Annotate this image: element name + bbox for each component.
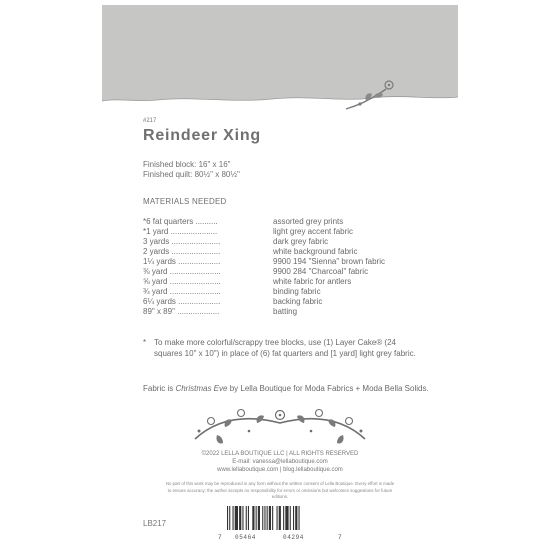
floral-sprig-icon bbox=[342, 75, 402, 115]
pattern-number: #217 bbox=[143, 118, 157, 124]
grey-header-banner bbox=[102, 5, 458, 111]
fabric-credit-prefix: Fabric is bbox=[143, 384, 176, 393]
barcode-bar bbox=[264, 506, 265, 530]
barcode-bar bbox=[227, 506, 228, 530]
material-description: dark grey fabric bbox=[273, 237, 329, 246]
barcode-digits-left: 05464 bbox=[235, 534, 257, 541]
barcode-digit-lead: 7 bbox=[218, 534, 223, 541]
barcode-bar bbox=[233, 506, 234, 530]
material-quantity: 89" x 89" ................... bbox=[143, 307, 220, 316]
barcode-bar bbox=[295, 506, 297, 530]
finished-block-size: Finished block: 16" x 16" bbox=[143, 160, 231, 169]
pattern-title: Reindeer Xing bbox=[143, 127, 261, 144]
material-description: backing fabric bbox=[273, 297, 323, 306]
material-quantity: 2 yards ...................... bbox=[143, 247, 221, 256]
material-quantity: *6 fat quarters .......... bbox=[143, 217, 218, 226]
legal-disclaimer bbox=[102, 481, 458, 501]
pattern-back-cover bbox=[102, 5, 458, 555]
material-description: batting bbox=[273, 307, 298, 316]
material-description: 9900 284 "Charcoal" fabric bbox=[273, 267, 369, 276]
barcode-bar bbox=[269, 506, 271, 530]
material-description: 9900 194 "Sienna" brown fabric bbox=[273, 257, 385, 266]
material-quantity: 6¼ yards ................... bbox=[143, 297, 221, 306]
barcode-bar bbox=[239, 506, 241, 530]
barcode-bar bbox=[256, 506, 257, 530]
barcode-bar bbox=[246, 506, 247, 530]
material-description: binding fabric bbox=[273, 287, 321, 296]
material-description: white background fabric bbox=[273, 247, 358, 256]
barcode-bar bbox=[235, 506, 238, 530]
material-description: white fabric for antlers bbox=[273, 277, 352, 286]
barcode-bar bbox=[290, 506, 291, 530]
website-links: www.lellaboutique.com | blog.lellaboutique.com bbox=[217, 467, 343, 473]
barcode-bar bbox=[267, 506, 268, 530]
barcode-bar bbox=[272, 506, 273, 530]
contact-email: E-mail: vanessa@lellaboutique.com bbox=[232, 459, 328, 465]
material-description: assorted grey prints bbox=[273, 217, 344, 226]
material-quantity: 1¼ yards ................... bbox=[143, 257, 221, 266]
material-description: light grey accent fabric bbox=[273, 227, 354, 236]
copyright-line: ©2022 LELLA BOUTIQUE LLC | ALL RIGHTS RESERVED bbox=[201, 451, 359, 457]
barcode-digit-trail: 7 bbox=[338, 534, 343, 541]
barcode-bar bbox=[262, 506, 263, 530]
material-quantity: ⅝ yard ....................... bbox=[143, 277, 221, 286]
barcode-bar bbox=[252, 506, 254, 530]
barcode-digits-right: 04294 bbox=[283, 534, 305, 541]
finished-quilt-size: Finished quilt: 80½" x 80½" bbox=[143, 170, 240, 179]
material-quantity: ¾ yard ....................... bbox=[143, 287, 221, 296]
barcode-bar bbox=[283, 506, 284, 530]
barcode-bar bbox=[258, 506, 260, 530]
floral-garland-icon bbox=[189, 405, 371, 451]
material-quantity: 3 yards ...................... bbox=[143, 237, 221, 246]
barcode-bar bbox=[299, 506, 300, 530]
note-text: To make more colorful/scrappy tree blocks, use (1) Layer Cake® (24 squares 10" x 10") in place of (6) fat quarters and [1 yard] light grey fabric. bbox=[154, 338, 416, 358]
barcode-bar bbox=[285, 506, 288, 530]
product-sku: LB217 bbox=[143, 519, 167, 528]
materials-heading: MATERIALS NEEDED bbox=[143, 197, 227, 206]
fabric-credit-suffix: by Lella Boutique for Moda Fabrics + Moda Bella Solids. bbox=[227, 384, 429, 393]
material-row bbox=[143, 307, 298, 318]
fabric-collection-name: Christmas Eve bbox=[175, 384, 228, 393]
legal-text: No part of this work may be reproduced in any form without the written consent of Lella Boutique. Every effort is made to ensure accuracy; the author accepts no responsibility for errors or omissions but welcomes suggestions for future editions. bbox=[165, 481, 395, 499]
upc-barcode bbox=[225, 506, 335, 534]
barcode-bar bbox=[277, 506, 278, 530]
barcode-bar bbox=[279, 506, 281, 530]
barcode-bar bbox=[293, 506, 294, 530]
scrappy-note bbox=[143, 337, 424, 359]
note-asterisk: * bbox=[143, 338, 147, 347]
fabric-credit bbox=[143, 383, 443, 394]
material-quantity: *1 yard ..................... bbox=[143, 227, 218, 236]
barcode-bar bbox=[248, 506, 249, 530]
material-quantity: ⅜ yard ....................... bbox=[143, 267, 221, 276]
barcode-bar bbox=[242, 506, 243, 530]
barcode-bar bbox=[229, 506, 230, 530]
